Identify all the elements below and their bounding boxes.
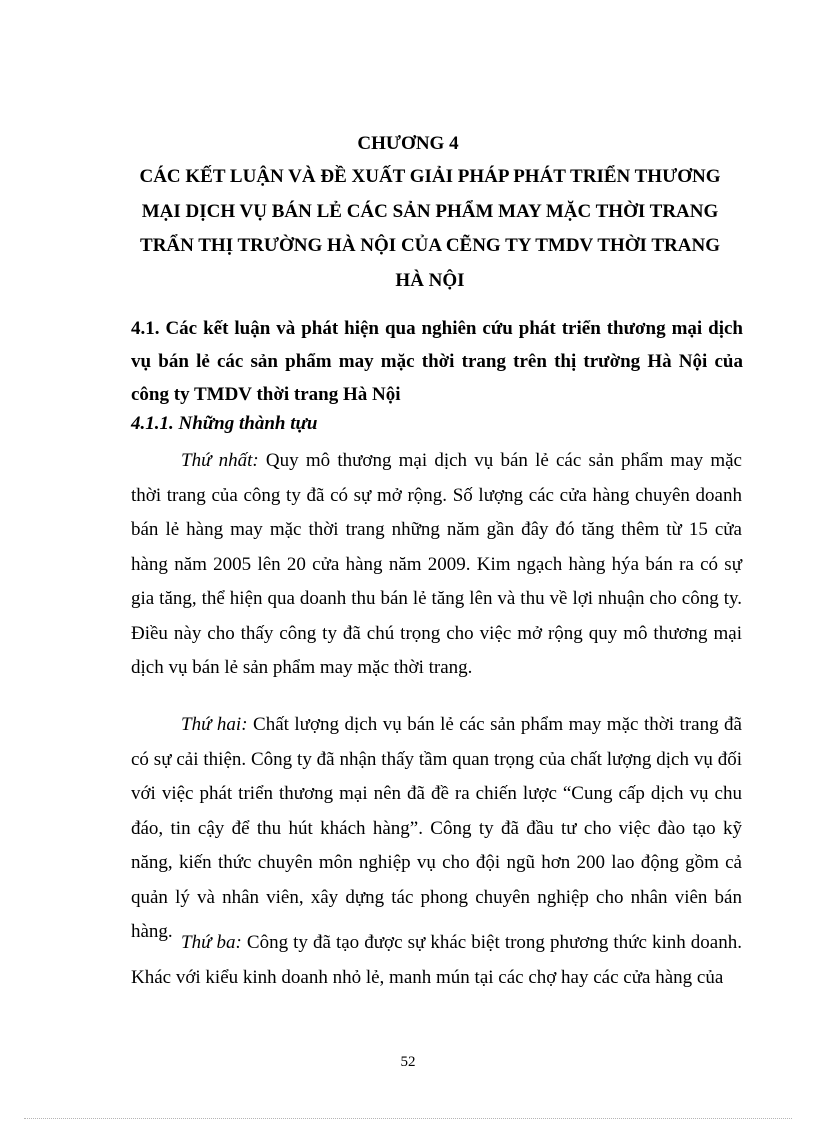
paragraph-text: Quy mô thương mại dịch vụ bán lẻ các sản phẩm may mặc thời trang của công ty đã có sự mở rộng. Số lượng các cửa hàng chuyên doanh bán lẻ hàng may mặc thời trang những năm gần đây đó tăng thêm từ 15 cửa hàng năm 2005 lên 20 cửa hàng năm 2009. Kim ngạch hàng hýa bán ra có sự gia tăng, thể hiện qua doanh thu bán lẻ tăng lên và thu về lợi nhuận cho công ty. Điều này cho thấy công ty đã chú trọng cho việc mở rộng quy mô thương mại dịch vụ bán lẻ sản phẩm may mặc thời trang. bbox=[131, 450, 742, 678]
paragraph-text: Công ty đã tạo được sự khác biệt trong phương thức kinh doanh. Khác với kiểu kinh doanh nhỏ lẻ, manh mún tại các chợ hay các cửa hàng của bbox=[131, 932, 742, 988]
paragraph-lead: Thứ ba: bbox=[181, 932, 242, 953]
paragraph-lead: Thứ hai: bbox=[181, 714, 248, 735]
page-number: 52 bbox=[400, 1054, 416, 1070]
paragraph-text: Chất lượng dịch vụ bán lẻ các sản phẩm may mặc thời trang đã có sự cải thiện. Công ty đã nhận thấy tầm quan trọng của chất lượng dịch vụ đối với việc phát triển thương mại nên đã đề ra chiến lược “Cung cấp dịch vụ chu đáo, tin cậy để thu hút khách hàng”. Công ty đã đầu tư cho việc đào tạo kỹ năng, kiến thức chuyên môn nghiệp vụ cho đội ngũ hơn 200 lao động gồm cả quản lý và nhân viên, xây dựng tác phong chuyên nghiệp cho nhân viên bán hàng. bbox=[131, 714, 742, 942]
page-bottom-divider bbox=[24, 1118, 792, 1119]
section-heading: 4.1. Các kết luận và phát hiện qua nghiên cứu phát triển thương mại dịch vụ bán lẻ các sản phẩm may mặc thời trang trên thị trường Hà Nội của công ty TMDV thời trang Hà Nội bbox=[131, 318, 743, 405]
paragraph-second bbox=[131, 708, 742, 950]
chapter-title: CÁC KẾT LUẬN VÀ ĐỀ XUẤT GIẢI PHÁP PHÁT TRIỂN THƯƠNG MẠI DỊCH VỤ BÁN LẺ CÁC SẢN PHẨM MAY MẶC THỜI TRANG TRẨN THỊ TRƯỜNG HÀ NỘI CỦA CẼNG TY TMDV THỜI TRANG HÀ NỘI bbox=[139, 166, 721, 291]
paragraph-lead: Thứ nhất: bbox=[181, 450, 259, 471]
paragraph-third bbox=[131, 926, 742, 995]
subsection-heading: 4.1.1. Những thành tựu bbox=[131, 413, 318, 434]
chapter-label: CHƯƠNG 4 bbox=[357, 133, 459, 154]
paragraph-first bbox=[131, 444, 742, 686]
